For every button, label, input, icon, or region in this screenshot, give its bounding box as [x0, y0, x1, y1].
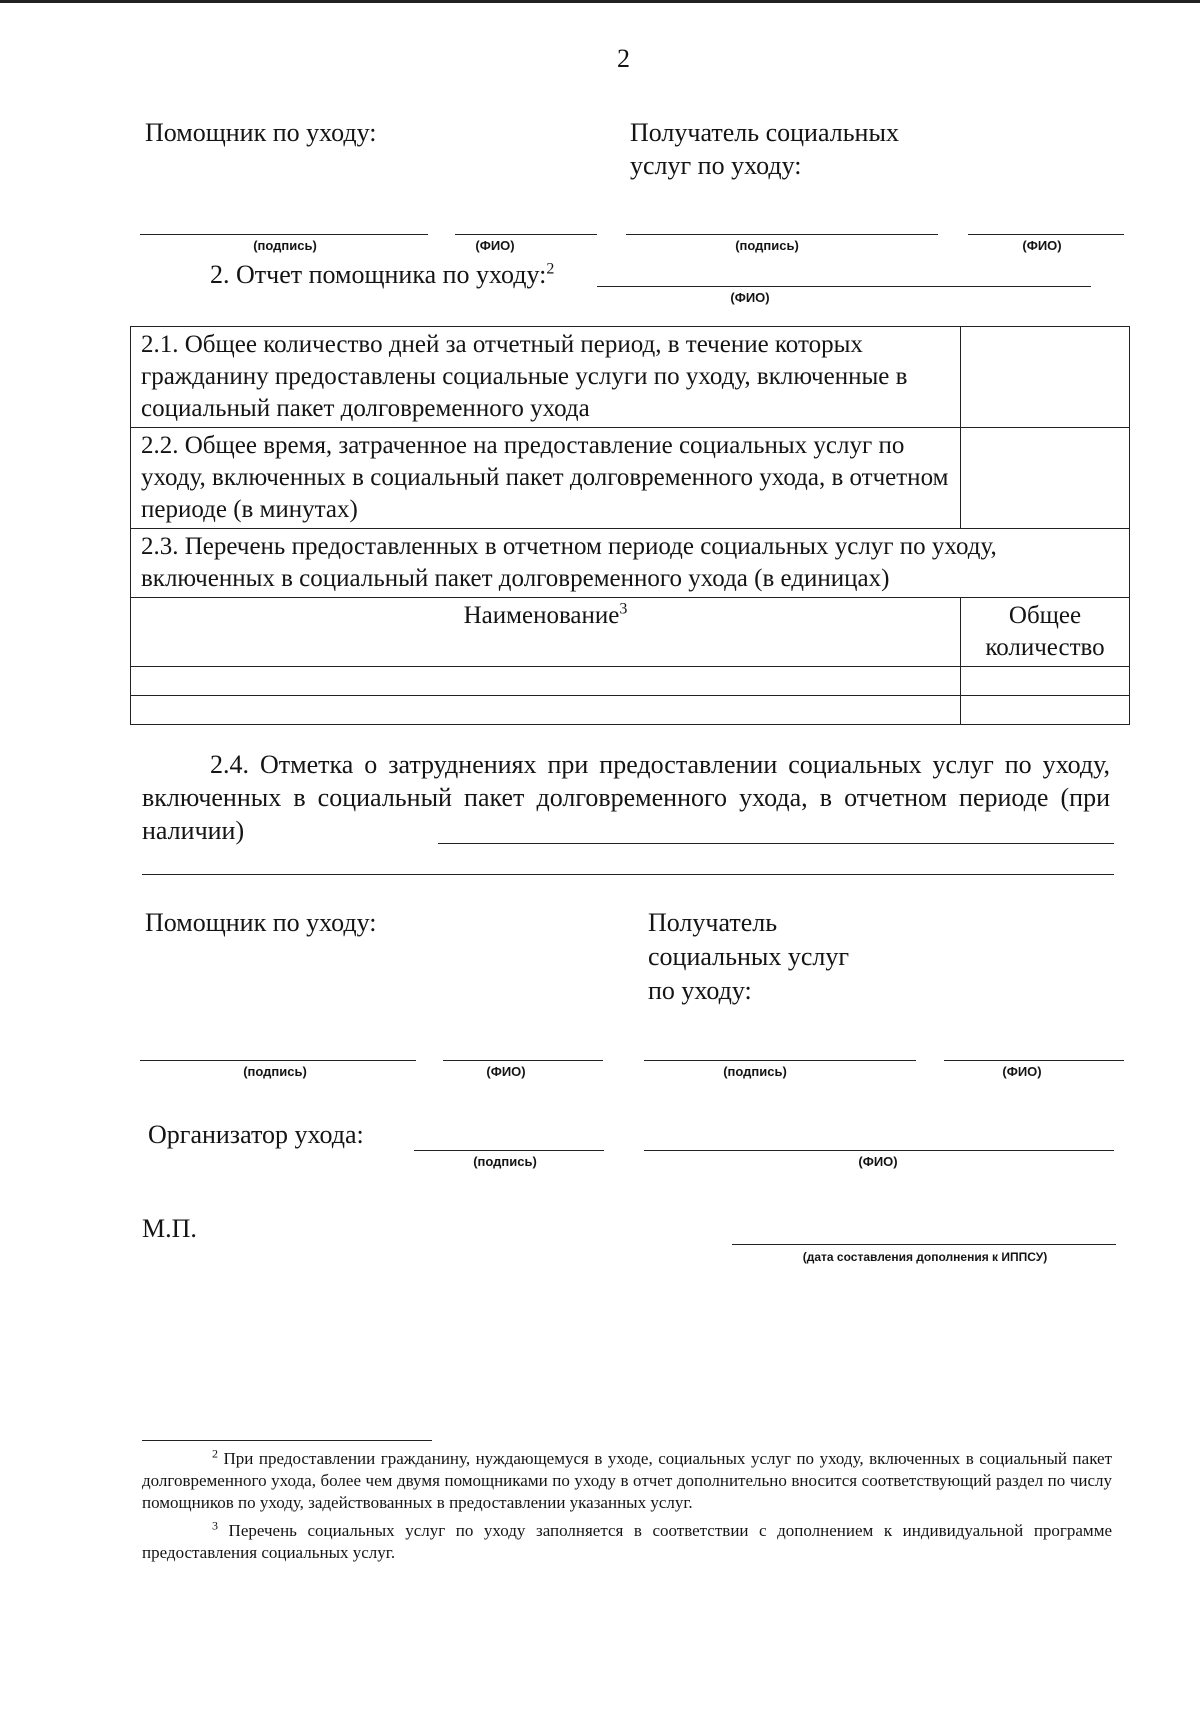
- recipient-signature-line-2[interactable]: [644, 1060, 916, 1061]
- organizer-label: Организатор ухода:: [148, 1120, 364, 1149]
- section2-fio-caption: (ФИО): [730, 290, 770, 305]
- assistant-signature-caption: (подпись): [253, 238, 317, 253]
- section2-heading: [210, 258, 554, 291]
- footnote-ref-2: 2: [546, 260, 555, 278]
- recipient-fio-caption: (ФИО): [1022, 238, 1062, 253]
- assistant-fio-caption: (ФИО): [475, 238, 515, 253]
- row-2-1-value[interactable]: [961, 327, 1130, 428]
- recipient-label-line1: Получатель социальных: [630, 118, 899, 147]
- table-row: [131, 327, 1130, 428]
- section2-heading-text: 2. Отчет помощника по уходу:: [210, 260, 547, 289]
- table-header-row: [131, 598, 1130, 667]
- stamp-placeholder: М.П.: [142, 1214, 197, 1243]
- date-line[interactable]: [732, 1244, 1116, 1245]
- difficulties-line-2[interactable]: [142, 874, 1114, 875]
- footnote-3-text: Перечень социальных услуг по уходу заполняется в соответствии с дополнением к индивидуальной программе предоставления социальных услуг.: [142, 1521, 1112, 1562]
- service-name-cell[interactable]: [131, 667, 961, 696]
- section2-fio-line[interactable]: [597, 286, 1091, 287]
- footnote-2-text: При предоставлении гражданину, нуждающемуся в уходе, социальных услуг по уходу, включенных в социальный пакет долговременного ухода, более чем двумя помощниками по уходу в отчет дополнительно вносится соответствующий раздел по числу помощников по уходу, задействованных в предоставлении указанных услуг.: [142, 1449, 1112, 1512]
- table-row: [131, 667, 1130, 696]
- organizer-fio-caption: (ФИО): [858, 1154, 898, 1169]
- row-2-3-label: 2.3. Перечень предоставленных в отчетном периоде социальных услуг по уходу, включенных в социальный пакет долговременного ухода (в единицах): [131, 529, 1130, 598]
- footnote-ref-3: 3: [619, 600, 628, 618]
- row-2-2-value[interactable]: [961, 428, 1130, 529]
- row-2-1-label: 2.1. Общее количество дней за отчетный период, в течение которых гражданину предоставлены социальные услуги по уходу, включенные в социальный пакет долговременного ухода: [131, 327, 961, 428]
- table-row: [131, 428, 1130, 529]
- recipient-line1: Получатель: [648, 908, 778, 937]
- recipient-line3: по уходу:: [648, 976, 752, 1005]
- service-name-cell[interactable]: [131, 696, 961, 725]
- recipient-signature-line[interactable]: [626, 234, 938, 235]
- organizer-fio-line[interactable]: [644, 1150, 1114, 1151]
- assistant-fio-line[interactable]: [455, 234, 597, 235]
- table-row: [131, 696, 1130, 725]
- assistant-fio-caption-2: (ФИО): [486, 1064, 526, 1079]
- recipient-line2: социальных услуг: [648, 942, 850, 971]
- service-total-cell[interactable]: [961, 667, 1130, 696]
- recipient-fio-line[interactable]: [968, 234, 1124, 235]
- row-2-2-label: 2.2. Общее время, затраченное на предоставление социальных услуг по уходу, включенных в социальный пакет долговременного ухода, в отчетном периоде (в минутах): [131, 428, 961, 529]
- footnotes: [142, 1448, 1112, 1564]
- assistant-signature-line-2[interactable]: [140, 1060, 416, 1061]
- col-name-header: [131, 598, 961, 667]
- col-name-header-text: Наименование: [463, 602, 620, 629]
- service-total-cell[interactable]: [961, 696, 1130, 725]
- footnote-2: [142, 1448, 1112, 1514]
- scan-top-edge: [0, 0, 1200, 3]
- recipient-signature-caption: (подпись): [735, 238, 799, 253]
- recipient-fio-caption-2: (ФИО): [1002, 1064, 1042, 1079]
- report-table: [130, 326, 1130, 725]
- footnote-2-mark: 2: [212, 1446, 218, 1461]
- table-row: [131, 529, 1130, 598]
- footnote-separator: [142, 1440, 432, 1441]
- footnote-3: [142, 1520, 1112, 1564]
- difficulties-line-1[interactable]: [438, 843, 1114, 844]
- assistant-label: Помощник по уходу:: [145, 118, 377, 147]
- page-number: 2: [617, 44, 630, 73]
- assistant-signature-line[interactable]: [140, 234, 428, 235]
- date-caption: (дата составления дополнения к ИППСУ): [802, 1250, 1048, 1264]
- recipient-fio-line-2[interactable]: [944, 1060, 1124, 1061]
- recipient-signature-caption-2: (подпись): [723, 1064, 787, 1079]
- col-total-header: Общее количество: [961, 598, 1130, 667]
- assistant-fio-line-2[interactable]: [443, 1060, 603, 1061]
- footnote-3-mark: 3: [212, 1518, 218, 1533]
- assistant-signature-caption-2: (подпись): [243, 1064, 307, 1079]
- organizer-signature-caption: (подпись): [473, 1154, 537, 1169]
- recipient-label-line2: услуг по уходу:: [630, 151, 802, 180]
- section2-4-text: 2.4. Отметка о затруднениях при предоставлении социальных услуг по уходу, включенных в социальный пакет долговременного ухода, в отчетном периоде (при наличии): [142, 750, 1110, 845]
- organizer-signature-line[interactable]: [414, 1150, 604, 1151]
- assistant-label-2: Помощник по уходу:: [145, 908, 377, 937]
